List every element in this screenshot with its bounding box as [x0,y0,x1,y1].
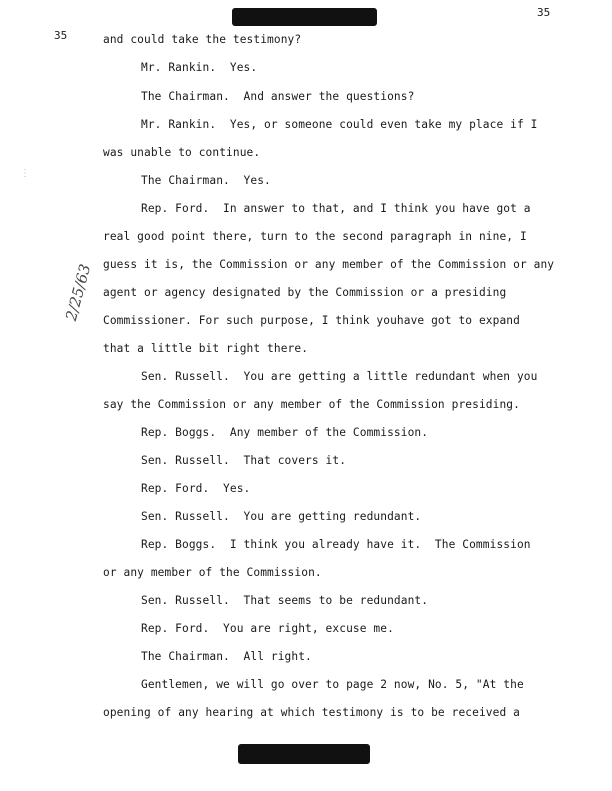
page-number-left: 35 [54,29,68,42]
transcript-line: Sen. Russell. That covers it. [141,454,347,467]
transcript-line: was unable to continue. [103,146,261,159]
redaction-bar-bottom [238,744,370,764]
transcript-line: opening of any hearing at which testimony is to be received a [103,706,520,719]
transcript-line: Mr. Rankin. Yes, or someone could even take my place if I [141,118,538,131]
transcript-line: Rep. Ford. Yes. [141,482,251,495]
transcript-line: Sen. Russell. That seems to be redundant. [141,594,429,607]
transcript-line: or any member of the Commission. [103,566,322,579]
faint-margin-mark: ⋮ [20,168,30,179]
transcript-line: The Chairman. Yes. [141,174,271,187]
transcript-line: agent or agency designated by the Commission or a presiding [103,286,507,299]
transcript-line: Mr. Rankin. Yes. [141,61,258,74]
page-number-right: 35 [537,6,551,19]
transcript-line: Rep. Boggs. Any member of the Commission. [141,426,429,439]
transcript-line: The Chairman. And answer the questions? [141,90,415,103]
transcript-line: say the Commission or any member of the Commission presiding. [103,398,520,411]
transcript-line: Rep. Boggs. I think you already have it. The Commission [141,538,531,551]
transcript-line: and could take the testimony? [103,33,302,46]
transcript-line: Rep. Ford. You are right, excuse me. [141,622,394,635]
transcript-line: that a little bit right there. [103,342,309,355]
transcript-line: Sen. Russell. You are getting redundant. [141,510,422,523]
transcript-line: The Chairman. All right. [141,650,312,663]
transcript-line: Rep. Ford. In answer to that, and I think you have got a [141,202,531,215]
redaction-bar-top [232,8,377,26]
transcript-line: Commissioner. For such purpose, I think youhave got to expand [103,314,520,327]
transcript-line: real good point there, turn to the second paragraph in nine, I [103,230,527,243]
transcript-line: Sen. Russell. You are getting a little redundant when you [141,370,538,383]
handwritten-margin-note: 2/25/63 [62,262,95,323]
transcript-line: guess it is, the Commission or any member of the Commission or any [103,258,555,271]
transcript-line: Gentlemen, we will go over to page 2 now, No. 5, "At the [141,678,524,691]
